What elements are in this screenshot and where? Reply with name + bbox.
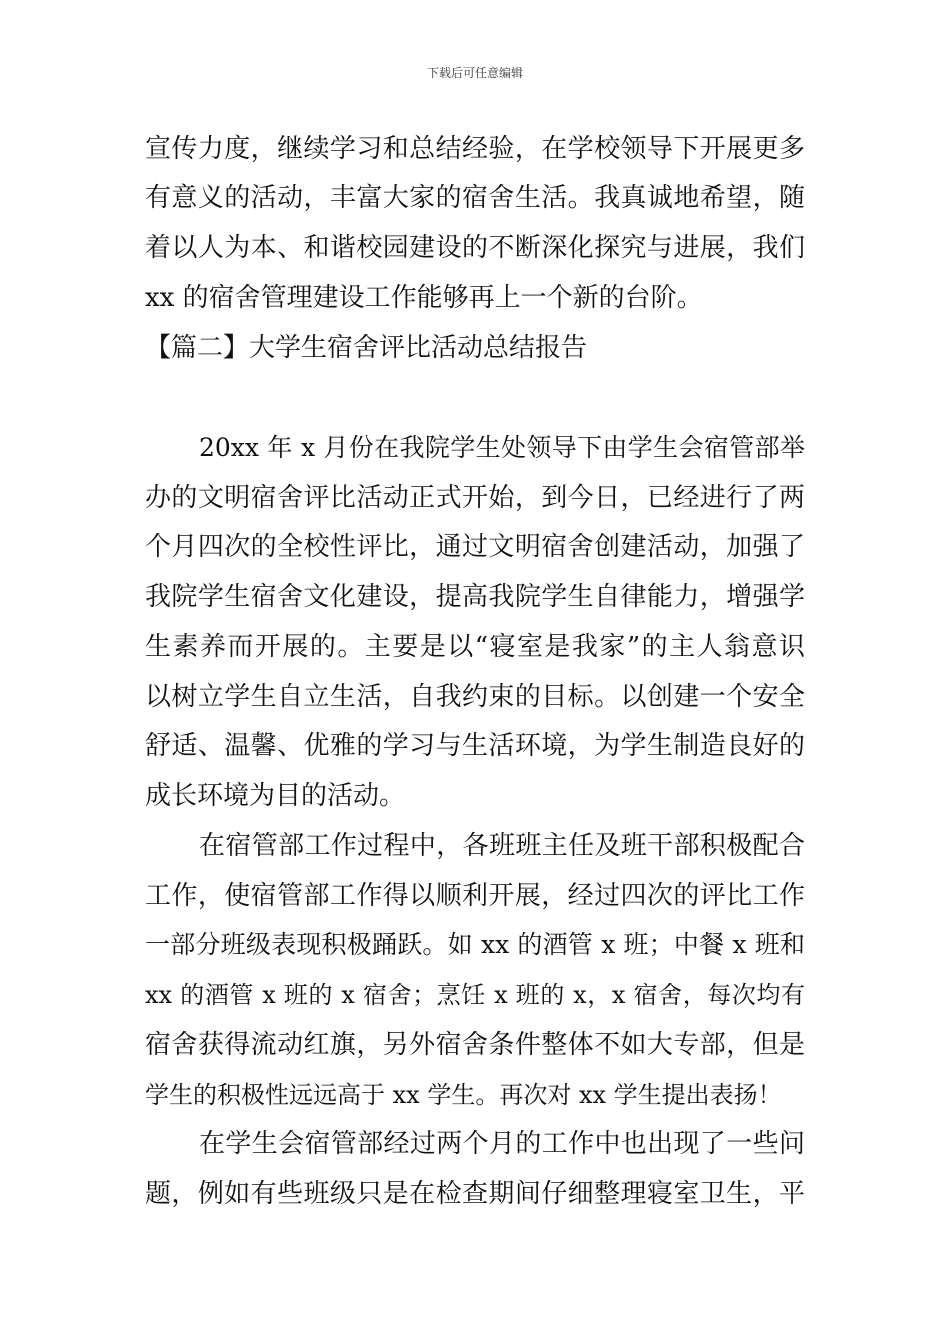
text-line: 办的文明宿舍评比活动正式开始，到今日，已经进行了两 [145,483,805,513]
text-line: 我院学生宿舍文化建设，提高我院学生自律能力，增强学 [145,582,805,612]
text-line: 宿舍获得流动红旗，另外宿舍条件整体不如大专部，但是 [145,1030,805,1060]
text-line: 在学生会宿管部经过两个月的工作中也出现了一些问 [199,1129,805,1159]
text-line: 有意义的活动，丰富大家的宿舍生活。我真诚地希望，随 [145,183,805,213]
text-line: 一部分班级表现积极踊跃。如 xx 的酒管 x 班；中餐 x 班和 [145,930,805,959]
text-line: 生素养而开展的。主要是以“寝室是我家”的主人翁意识 [145,632,805,662]
text-line: 20xx 年 x 月份在我院学生处领导下由学生会宿管部举 [199,433,805,462]
text-line: 在宿管部工作过程中，各班班主任及班干部积极配合 [199,831,805,861]
text-line: xx 的酒管 x 班的 x 宿舍；烹饪 x 班的 x，x 宿舍，每次均有 [145,981,805,1009]
text-line: 以树立学生自立生活，自我约束的目标。以创建一个安全 [145,682,805,712]
text-line: 舒适、温馨、优雅的学习与生活环境，为学生制造良好的 [145,731,805,761]
text-line: 工作，使宿管部工作得以顺利开展，经过四次的评比工作 [145,881,805,911]
text-line: 题，例如有些班级只是在检查期间仔细整理寝室卫生，平 [145,1179,805,1209]
text-line: 成长环境为目的活动。 [145,781,406,811]
text-line: 着以人为本、和谐校园建设的不断深化探究与进展，我们 [145,233,805,263]
text-line: 个月四次的全校性评比，通过文明宿舍创建活动，加强了 [145,532,805,562]
text-line: 学生的积极性远远高于 xx 学生。再次对 xx 学生提出表扬！ [145,1081,782,1109]
text-line: xx 的宿舍管理建设工作能够再上一个新的台阶。 [145,283,703,313]
text-line: 宣传力度，继续学习和总结经验，在学校领导下开展更多 [145,134,805,164]
section-heading: 【篇二】大学生宿舍评比活动总结报告 [145,333,588,363]
page-header: 下载后可任意编辑 [426,66,523,80]
